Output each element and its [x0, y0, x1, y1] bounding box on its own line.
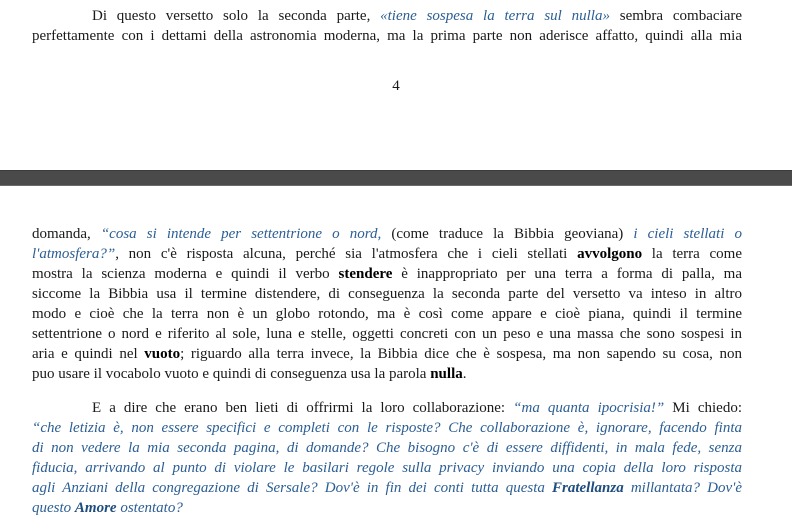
text-line: siccome la Bibbia usa il termine distendere, di conseguenza la seconda parte del versetto va inteso in altro: [32, 286, 742, 302]
page-number: 4: [392, 78, 400, 94]
paragraph-1: [32, 224, 742, 384]
biblical-quote: «tiene sospesa la terra sul nulla»: [380, 8, 610, 24]
question-quote: l'atmosfera?”: [32, 246, 116, 262]
bold-italic-letter: F: [552, 480, 563, 496]
quoted-line: “che letizia è, non essere specifici e completi con le risposte? Che collaborazione è, ignorare, facendo finta: [32, 420, 742, 436]
document-page-lower: [0, 186, 792, 527]
text-line: aria e quindi nel vuoto; riguardo alla terra invece, la Bibbia dice che è sospesa, ma non sapendo su cosa, non: [32, 346, 743, 362]
quoted-line: fiducia, arrivando al punto di violare le basilari regole sulla privacy inviando una copia della loro risposta: [32, 460, 742, 476]
text-line: puo usare il vocabolo vuoto e quindi di conseguenza usa la parola nulla.: [32, 366, 467, 382]
text-line: domanda, “cosa si intende per settentrione o nord, (come traduce la Bibbia geoviana) i cieli stellati o: [32, 226, 742, 242]
page-separator: [0, 170, 792, 186]
text-line: E a dire che erano ben lieti di offrirmi la loro collaborazione: “ma quanta ipocrisia!” Mi chiedo:: [92, 400, 742, 416]
question-quote: “cosa si intende per settentrione o nord,: [100, 226, 382, 242]
paragraph-2: [32, 398, 742, 518]
bold-italic-word: Amore: [74, 500, 117, 516]
text-line: l'atmosfera?”, non c'è risposta alcuna, perché sia l'atmosfera che i cieli stellati avvolgono la terra come: [32, 246, 743, 262]
quoted-line: agli Anziani della congregazione di Sersale? Dov'è in fin dei conti tutta questa Fratellanza millantata? Dov'è: [32, 480, 742, 496]
text-line: modo e cioè che la terra non è un globo rotondo, ma è così come appare e cioè piana, quindi il termine: [32, 306, 742, 322]
text-line: mostra la scienza moderna e quindi il verbo stendere è inappropriato per una terra a forma di palla, ma: [32, 266, 742, 282]
bold-italic-word: ratellanza: [562, 480, 624, 496]
bold-word: vuoto: [144, 346, 181, 362]
document-page-upper: [0, 0, 792, 170]
text-line: settentrione o nord e riferito al sole, luna e stelle, oggetti concreti con un peso e una massa che sono sospesi in: [32, 326, 742, 342]
exclamation-quote: “ma quanta ipocrisia!”: [513, 400, 665, 416]
bold-word: nulla: [430, 366, 463, 382]
paragraph-top: [32, 6, 742, 46]
bold-word: avvolgono: [577, 246, 643, 262]
quoted-line: di non vedere la mia seconda pagina, di domande? Che bisogno c'è di essere diffidenti, in mala fede, senza: [32, 440, 742, 456]
bold-word: stendere: [338, 266, 393, 282]
text-line: Di questo versetto solo la seconda parte, «tiene sospesa la terra sul nulla» sembra combaciare: [92, 8, 743, 24]
question-quote: i cieli stellati o: [633, 226, 742, 242]
quoted-line: questo Amore ostentato?: [32, 500, 183, 516]
text-line: perfettamente con i dettami della astronomia moderna, ma la prima parte non aderisce affatto, quindi alla mia: [32, 28, 742, 44]
